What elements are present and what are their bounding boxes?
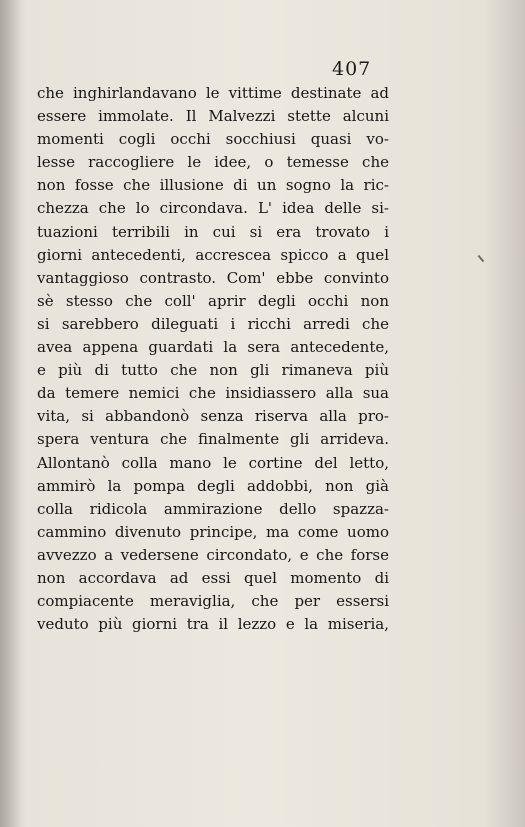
text-line: non accordava ad essi quel momento di (37, 568, 389, 587)
text-line: sè stesso che coll' aprir degli occhi non (37, 291, 389, 310)
text-line: ammirò la pompa degli addobbi, non già (37, 476, 389, 495)
text-line: compiacente meraviglia, che per essersi (37, 592, 389, 611)
text-line: momenti cogli occhi socchiusi quasi vo- (37, 130, 389, 149)
text-line: si sarebbero dileguati i ricchi arredi che (37, 314, 389, 333)
text-line: tuazioni terribili in cui si era trovato i (37, 222, 389, 241)
text-line: chezza che lo circondava. L' idea delle si- (37, 199, 389, 218)
page-number: 407 (332, 58, 372, 80)
text-line: spera ventura che finalmente gli arrideva. (37, 430, 389, 449)
text-line: cammino divenuto principe, ma come uomo (37, 522, 389, 541)
text-line: vita, si abbandonò senza riserva alla pro- (37, 407, 389, 426)
text-line: giorni antecedenti, accrescea spicco a quel (37, 245, 389, 264)
text-line: colla ridicola ammirazione dello spazza- (37, 499, 389, 518)
text-line: da temere nemici che insidiassero alla sua (37, 384, 389, 403)
text-line: avvezzo a vedersene circondato, e che forse (37, 545, 389, 564)
gutter-shadow (0, 0, 22, 827)
text-line: lesse raccogliere le idee, o temesse che (37, 153, 389, 172)
text-line: e più di tutto che non gli rimaneva più (37, 361, 389, 380)
text-line: essere immolate. Il Malvezzi stette alcuni (37, 107, 389, 126)
stray-ink-mark (478, 250, 491, 263)
text-line: Allontanò colla mano le cortine del letto, (37, 453, 389, 472)
text-line: che inghirlandavano le vittime destinate ad (37, 84, 389, 102)
text-line: vantaggioso contrasto. Com' ebbe convinto (37, 268, 389, 287)
text-line: non fosse che illusione di un sogno la ric- (37, 176, 389, 195)
text-line: avea appena guardati la sera antecedente, (37, 338, 389, 357)
text-line: veduto più giorni tra il lezzo e la miseria, (37, 615, 389, 634)
body-text (37, 82, 389, 636)
